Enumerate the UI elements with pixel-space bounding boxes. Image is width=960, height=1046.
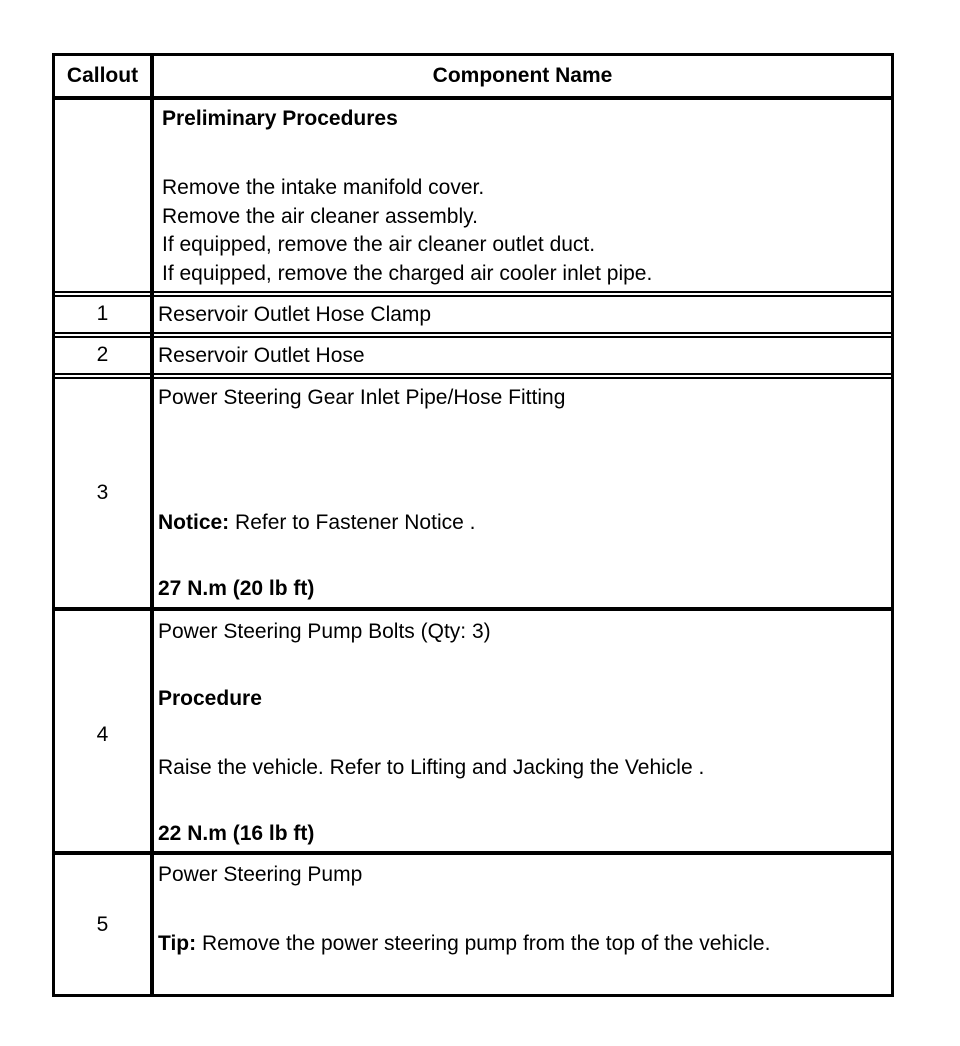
callout-5: 5 <box>96 913 109 936</box>
callout-3: 3 <box>96 481 109 504</box>
preliminary-step: Remove the air cleaner assembly. <box>162 205 478 228</box>
torque-spec-3: 27 N.m (20 lb ft) <box>158 577 315 600</box>
header-divider <box>55 96 891 100</box>
header-callout: Callout <box>66 64 139 87</box>
tip-line <box>158 930 770 958</box>
preliminary-step: If equipped, remove the air cleaner outlet duct. <box>162 233 596 256</box>
callout-2: 2 <box>96 343 109 366</box>
tip-label: Tip: <box>158 932 197 955</box>
preliminary-step: If equipped, remove the charged air cooler inlet pipe. <box>162 262 653 285</box>
tip-text: Remove the power steering pump from the top of the vehicle. <box>196 932 771 955</box>
preliminary-step: Remove the intake manifold cover. <box>162 176 485 199</box>
component-name-1: Reservoir Outlet Hose Clamp <box>158 303 432 326</box>
torque-spec-4: 22 N.m (16 lb ft) <box>158 822 315 845</box>
notice-text: Refer to Fastener Notice . <box>229 511 476 534</box>
component-name-2: Reservoir Outlet Hose <box>158 344 365 367</box>
component-name-4: Power Steering Pump Bolts (Qty: 3) <box>158 620 491 643</box>
row-divider <box>55 332 891 338</box>
component-table <box>52 53 894 997</box>
component-name-5: Power Steering Pump <box>158 863 363 886</box>
procedure-text: Raise the vehicle. Refer to Lifting and Jacking the Vehicle . <box>158 756 705 779</box>
callout-4: 4 <box>96 723 109 746</box>
row-divider <box>55 291 891 297</box>
row-divider <box>55 607 891 611</box>
row-divider <box>55 373 891 379</box>
header-component-name: Component Name <box>432 64 613 87</box>
callout-1: 1 <box>96 302 109 325</box>
component-name-3: Power Steering Gear Inlet Pipe/Hose Fitting <box>158 386 566 409</box>
notice-label: Notice: <box>158 511 230 534</box>
row-divider <box>55 851 891 855</box>
notice-line <box>158 509 475 537</box>
preliminary-title: Preliminary Procedures <box>162 107 398 130</box>
procedure-label: Procedure <box>158 687 262 710</box>
